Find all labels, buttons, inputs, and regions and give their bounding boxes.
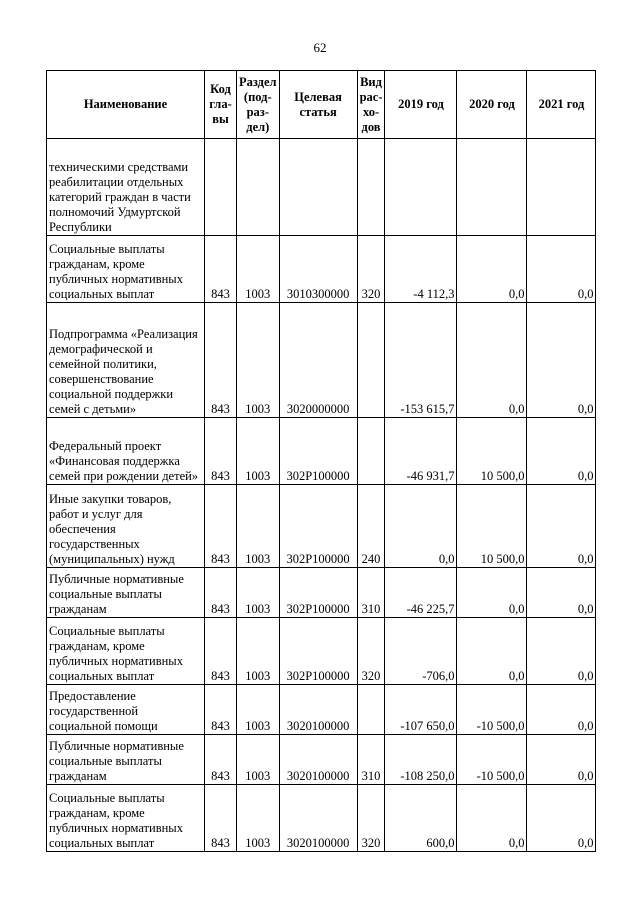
row-type: 320 (357, 785, 385, 852)
page-number: 62 (313, 40, 327, 55)
row-2019: -153 615,7 (385, 303, 457, 418)
row-2021: 0,0 (527, 236, 596, 303)
row-target: 302P100000 (279, 618, 357, 685)
row-target: 3020100000 (279, 785, 357, 852)
row-2020: 10 500,0 (457, 485, 527, 568)
row-type: 240 (357, 485, 385, 568)
row-section: 1003 (237, 303, 280, 418)
row-chapter: 843 (205, 418, 237, 485)
row-name: Социальные выплаты гражданам, кроме публичных нормативных социальных выплат (47, 785, 205, 852)
row-name: Предоставление государственной социальной помощи (47, 685, 205, 735)
row-type: 310 (357, 735, 385, 785)
row-name: техническими средствами реабилитации отдельных категорий граждан в части полномочий Удмуртской Республики (47, 139, 205, 236)
row-2021 (527, 139, 596, 236)
row-section: 1003 (237, 236, 280, 303)
row-type: 320 (357, 618, 385, 685)
row-chapter: 843 (205, 685, 237, 735)
row-chapter: 843 (205, 236, 237, 303)
table-row (47, 618, 596, 685)
row-2019: -46 931,7 (385, 418, 457, 485)
row-target: 302P100000 (279, 485, 357, 568)
row-2019: 600,0 (385, 785, 457, 852)
row-2019: -4 112,3 (385, 236, 457, 303)
row-name: Социальные выплаты гражданам, кроме публичных нормативных социальных выплат (47, 618, 205, 685)
row-target: 302P100000 (279, 568, 357, 618)
table-row (47, 735, 596, 785)
header-2021: 2021 год (527, 71, 596, 139)
row-chapter: 843 (205, 618, 237, 685)
row-section: 1003 (237, 735, 280, 785)
row-type: 320 (357, 236, 385, 303)
row-2021: 0,0 (527, 485, 596, 568)
row-name: Публичные нормативные социальные выплаты гражданам (47, 568, 205, 618)
row-target (279, 139, 357, 236)
row-2019: -706,0 (385, 618, 457, 685)
row-type (357, 685, 385, 735)
row-2021: 0,0 (527, 685, 596, 735)
row-2020: 0,0 (457, 785, 527, 852)
row-section (237, 139, 280, 236)
row-chapter: 843 (205, 568, 237, 618)
row-2019: -108 250,0 (385, 735, 457, 785)
row-chapter (205, 139, 237, 236)
row-section: 1003 (237, 485, 280, 568)
row-2020: -10 500,0 (457, 685, 527, 735)
row-name: Публичные нормативные социальные выплаты гражданам (47, 735, 205, 785)
row-2021: 0,0 (527, 618, 596, 685)
row-target: 302P100000 (279, 418, 357, 485)
row-section: 1003 (237, 618, 280, 685)
header-chapter: Код гла- вы (205, 71, 237, 139)
header-section: Раздел (под- раз- дел) (237, 71, 280, 139)
row-name: Федеральный проект «Финансовая поддержка семей при рождении детей» (47, 418, 205, 485)
table-row (47, 139, 596, 236)
row-2019 (385, 139, 457, 236)
table-row (47, 568, 596, 618)
header-type: Вид рас- хо- дов (357, 71, 385, 139)
row-name: Социальные выплаты гражданам, кроме публичных нормативных социальных выплат (47, 236, 205, 303)
row-2020 (457, 139, 527, 236)
table-row (47, 236, 596, 303)
row-chapter: 843 (205, 785, 237, 852)
row-2020: 0,0 (457, 568, 527, 618)
header-name: Наименование (47, 71, 205, 139)
row-type (357, 139, 385, 236)
row-2021: 0,0 (527, 568, 596, 618)
row-2019: 0,0 (385, 485, 457, 568)
table-row (47, 785, 596, 852)
row-2021: 0,0 (527, 418, 596, 485)
row-2019: -107 650,0 (385, 685, 457, 735)
row-chapter: 843 (205, 485, 237, 568)
table-row (47, 485, 596, 568)
table-row (47, 303, 596, 418)
row-type (357, 303, 385, 418)
row-2019: -46 225,7 (385, 568, 457, 618)
row-2020: 10 500,0 (457, 418, 527, 485)
row-chapter: 843 (205, 735, 237, 785)
table-header-row (47, 71, 596, 139)
row-target: 3010300000 (279, 236, 357, 303)
row-2021: 0,0 (527, 785, 596, 852)
row-target: 3020100000 (279, 685, 357, 735)
budget-table (46, 70, 596, 852)
row-section: 1003 (237, 785, 280, 852)
row-2020: 0,0 (457, 618, 527, 685)
row-target: 3020100000 (279, 735, 357, 785)
row-type (357, 418, 385, 485)
table-row (47, 685, 596, 735)
row-name: Иные закупки товаров, работ и услуг для обеспечения государственных (муниципальных) нужд (47, 485, 205, 568)
row-2020: 0,0 (457, 236, 527, 303)
row-target: 3020000000 (279, 303, 357, 418)
row-2020: -10 500,0 (457, 735, 527, 785)
table-row (47, 418, 596, 485)
header-2020: 2020 год (457, 71, 527, 139)
header-target: Целевая статья (279, 71, 357, 139)
row-section: 1003 (237, 418, 280, 485)
row-type: 310 (357, 568, 385, 618)
row-section: 1003 (237, 685, 280, 735)
row-chapter: 843 (205, 303, 237, 418)
row-name: Подпрограмма «Реализация демографической и семейной политики, совершенствование социальной поддержки семей с детьми» (47, 303, 205, 418)
header-2019: 2019 год (385, 71, 457, 139)
row-section: 1003 (237, 568, 280, 618)
row-2020: 0,0 (457, 303, 527, 418)
row-2021: 0,0 (527, 735, 596, 785)
row-2021: 0,0 (527, 303, 596, 418)
